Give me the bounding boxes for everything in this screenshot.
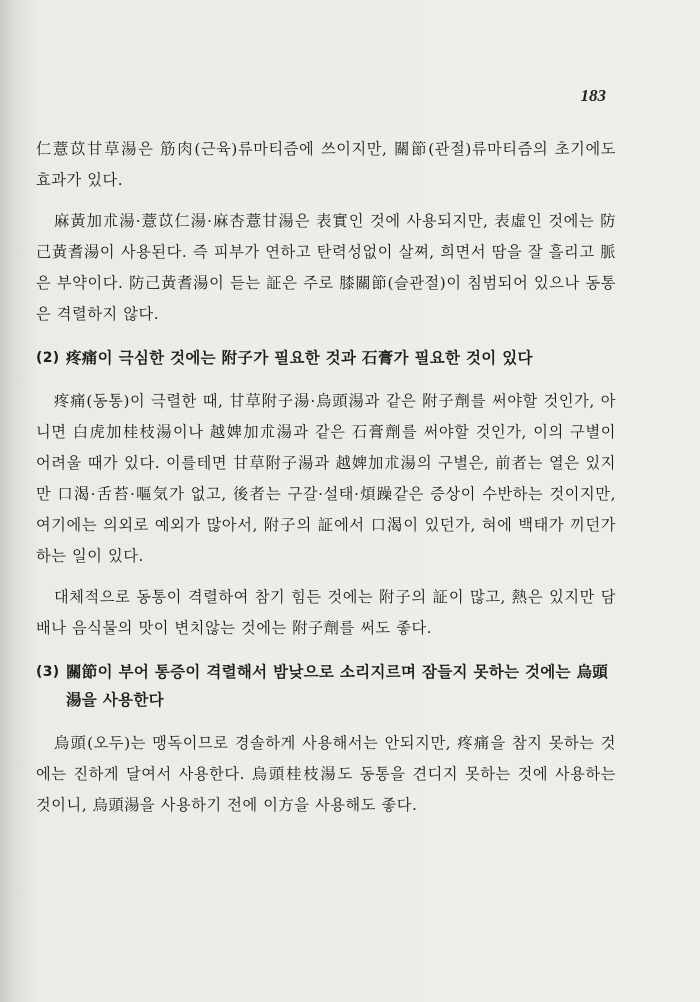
- paragraph: 疼痛(동통)이 극렬한 때, 甘草附子湯·烏頭湯과 같은 附子劑를 써야할 것인가, 아니면 白虎加桂枝湯이나 越婢加朮湯과 같은 石膏劑를 써야할 것인가, 이의 구별이 어려울 때가 있다. 이를테면 甘草附子湯과 越婢加朮湯의 구별은, 前者는 열은 있지만 口渴·舌苔·嘔気가 없고, 後者는 구갈·설태·煩躁같은 증상이 수반하는 것이지만, 여기에는 의외로 예외가 많아서, 附子의 証에서 口渴이 있던가, 혀에 백태가 끼던가 하는 일이 있다.: [36, 392, 616, 565]
- section-title: 關節이 부어 통증이 격렬해서 밤낮으로 소리지르며 잠들지 못하는 것에는 烏頭湯을 사용한다: [66, 663, 609, 709]
- paragraph: 麻黃加朮湯·薏苡仁湯·麻杏薏甘湯은 表實인 것에 사용되지만, 表虛인 것에는 防己黃耆湯이 사용된다. 즉 피부가 연하고 탄력성없이 살쪄, 희면서 땀을 잘 흘리고 脈은 부약이다. 防己黃耆湯이 듣는 証은 주로 膝關節(슬관절)이 침범되어 있으나 동통은 격렬하지 않다.: [36, 212, 616, 323]
- section-title: 疼痛이 극심한 것에는 附子가 필요한 것과 石膏가 필요한 것이 있다: [66, 349, 533, 367]
- paragraph: 烏頭(오두)는 맹독이므로 경솔하게 사용해서는 안되지만, 疼痛을 참지 못하는 것에는 진하게 달여서 사용한다. 烏頭桂枝湯도 동통을 견디지 못하는 것에 사용하는 것이니, 烏頭湯을 사용하기 전에 이方을 사용해도 좋다.: [36, 734, 616, 814]
- paragraph: 仁薏苡甘草湯은 筋肉(근육)류마티즘에 쓰이지만, 關節(관절)류마티즘의 초기에도 효과가 있다.: [36, 140, 616, 189]
- page-number: 183: [580, 86, 606, 105]
- page-content: [36, 134, 616, 831]
- paragraph: 대체적으로 동통이 격렬하여 참기 힘든 것에는 附子의 証이 많고, 熱은 있지만 담배나 음식물의 맛이 변치않는 것에는 附子劑를 써도 좋다.: [36, 588, 616, 637]
- section-number: (2): [36, 350, 60, 366]
- section-heading: [36, 658, 616, 714]
- section-number: (3): [36, 664, 60, 680]
- section-heading: [36, 344, 616, 372]
